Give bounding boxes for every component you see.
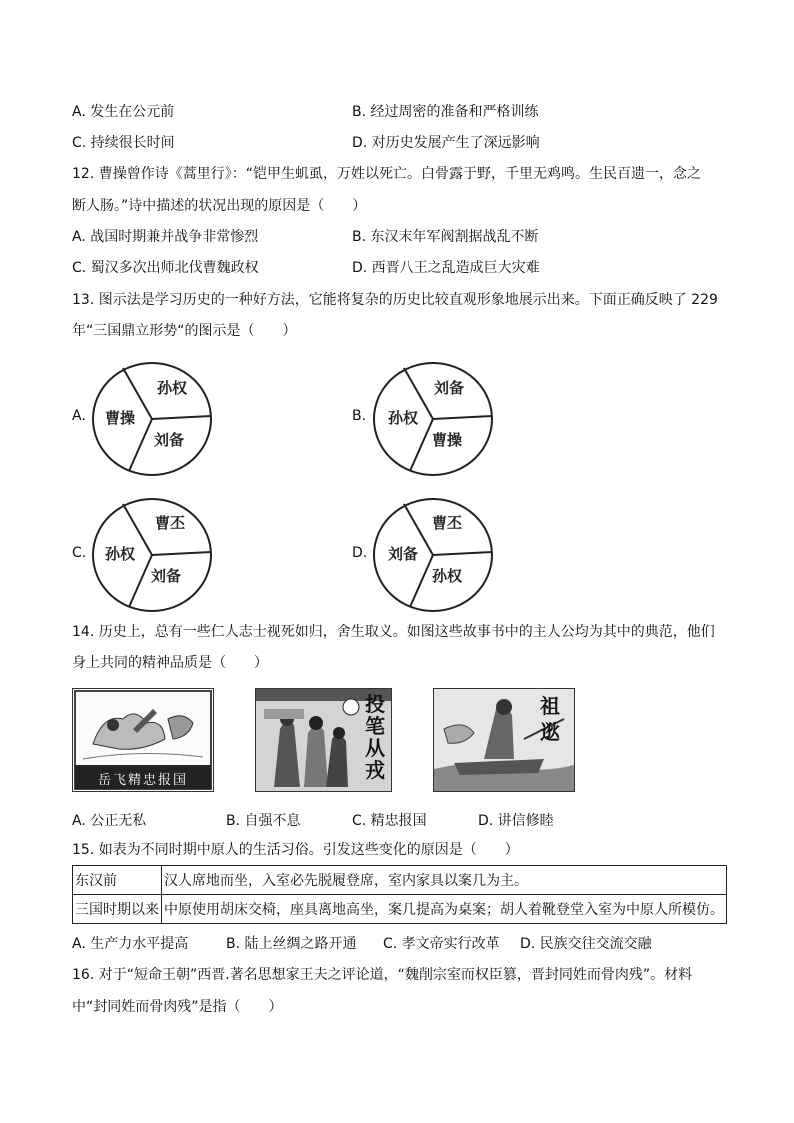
pie-b-left-label: 孙权 (388, 409, 419, 427)
pie-c-left-label: 孙权 (105, 545, 136, 563)
pie-d-topright-label: 曹丕 (432, 514, 463, 532)
table-cell-desc: 汉人席地而坐，入室必先脱履登席，室内家具以案几为主。 (162, 866, 727, 895)
q15-option-d: D. 民族交往交流交融 (520, 936, 652, 952)
q12-option-a: A. 战国时期兼并战争非常惨烈 (72, 229, 259, 245)
q14-stem-line1: 14. 历史上，总有一些仁人志士视死如归，舍生取义。如图这些故事书中的主人公均为其中的典范，他们 (72, 624, 715, 640)
q12-stem-line1: 12. 曹操曾作诗《蒿里行》：“铠甲生虮虱，万姓以死亡。白骨露于野，千里无鸡鸣。生民百遗一，念之 (72, 166, 701, 182)
q13-pie-c (91, 496, 213, 618)
toubi-congrong-title: 投笔从戎 (365, 692, 385, 782)
pie-c-bottomright-label: 刘备 (151, 567, 182, 585)
q11-option-b: B. 经过周密的准备和严格训练 (352, 104, 539, 120)
q14-stem-line2: 身上共同的精神品质是（ ） (72, 655, 268, 671)
q15-stem: 15. 如表为不同时期中原人的生活习俗。引发这些变化的原因是（ ） (72, 842, 519, 858)
q13-option-b-label: B. (352, 408, 367, 424)
pie-a-bottomright-label: 刘备 (154, 431, 185, 449)
q13-option-c-label: C. (72, 545, 87, 561)
q11-option-d: D. 对历史发展产生了深远影响 (352, 135, 540, 151)
q13-option-a-label: A. (72, 408, 86, 424)
pie-d-left-label: 刘备 (388, 545, 419, 563)
q15-option-a: A. 生产力水平提高 (72, 936, 189, 952)
q15-customs-table (72, 865, 727, 924)
q13-pie-b (372, 360, 494, 482)
q14-image-yue-fei (72, 688, 214, 792)
pie-c-topright-label: 曹丕 (155, 514, 186, 532)
pie-a-left-label: 曹操 (105, 409, 136, 427)
q14-option-a: A. 公正无私 (72, 813, 147, 829)
table-row (73, 895, 727, 924)
q12-option-b: B. 东汉末年军阀割据战乱不断 (352, 229, 539, 245)
q14-option-d: D. 讲信修睦 (478, 813, 554, 829)
q13-pie-a (91, 360, 213, 482)
q16-stem-line1: 16. 对于“短命王朝”西晋.著名思想家王夫之评论道，“魏削宗室而权臣篡，晋封同姓而骨肉残”。材料 (72, 967, 693, 983)
zu-ti-title: 祖逖 (540, 694, 562, 744)
pie-d-bottomright-label: 孙权 (432, 567, 463, 585)
q13-stem-line2: 年“三国鼎立形势“的图示是（ ） (72, 323, 297, 339)
q14-option-b: B. 自强不息 (226, 813, 301, 829)
q14-image-toubi-congrong (255, 688, 392, 792)
q14-option-c: C. 精忠报国 (352, 813, 427, 829)
pie-b-topright-label: 刘备 (434, 379, 465, 397)
q15-option-b: B. 陆上丝绸之路开通 (226, 936, 357, 952)
q13-stem-line1: 13. 图示法是学习历史的一种好方法，它能将复杂的历史比较直观形象地展示出来。下面正确反映了 229 (72, 292, 718, 308)
pie-a-topright-label: 孙权 (157, 379, 188, 397)
q13-option-d-label: D. (352, 545, 368, 561)
q12-option-c: C. 蜀汉多次出师北伐曹魏政权 (72, 260, 259, 276)
pie-b-bottomright-label: 曹操 (432, 431, 463, 449)
yue-fei-caption: 岳飞精忠报国 (97, 773, 188, 788)
table-row (73, 866, 727, 895)
q11-option-c: C. 持续很长时间 (72, 135, 175, 151)
table-cell-desc: 中原使用胡床交椅，座具离地高坐，案几提高为桌案；胡人着靴登堂入室为中原人所模仿。 (162, 895, 727, 924)
table-cell-era: 三国时期以来 (73, 895, 162, 924)
q11-option-a: A. 发生在公元前 (72, 104, 175, 120)
q12-stem-line2: 断人肠。”诗中描述的状况出现的原因是（ ） (72, 198, 367, 214)
q13-pie-d (372, 496, 494, 618)
q14-image-zu-ti (433, 688, 575, 792)
q15-option-c: C. 孝文帝实行改革 (383, 936, 500, 952)
table-cell-era: 东汉前 (73, 866, 162, 895)
q16-stem-line2: 中“封同姓而骨肉残”是指（ ） (72, 999, 283, 1015)
q12-option-d: D. 西晋八王之乱造成巨大灾难 (352, 260, 540, 276)
